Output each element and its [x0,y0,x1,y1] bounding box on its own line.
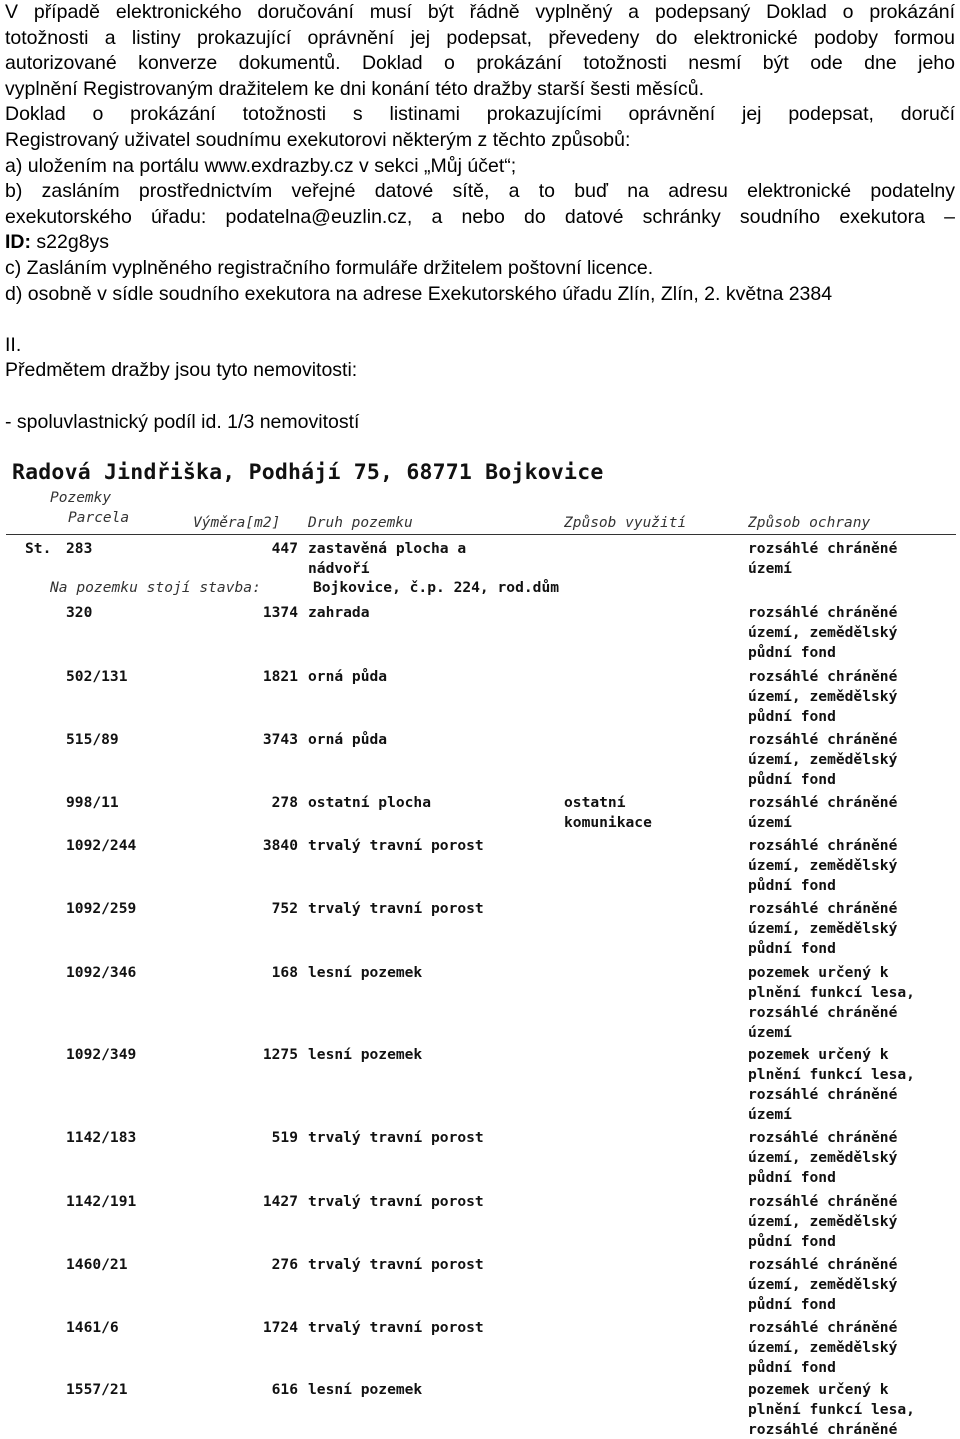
row-ochrana: rozsáhlé chráněné území, zemědělský půdní fond [748,900,898,957]
row-vymera: 1374 [262,604,298,621]
row-vymera: 1427 [262,1193,298,1210]
stavba-value: Bojkovice, č.p. 224, rod.dům [313,579,560,596]
row-parcela: 1142/183 [66,1129,137,1146]
row-ochrana: rozsáhlé chráněné území [748,540,898,577]
row-druh: trvalý travní porost [308,837,484,854]
row-druh: trvalý travní porost [308,1319,484,1336]
paragraph-line: Doklad o prokázání totožnosti s listinami prokazujícími oprávnění jej podepsat, doručí [5,103,955,126]
paragraph-line: Registrovaný uživatel soudnímu exekutorovi některým z těchto způsobů: [5,128,631,151]
row-ochrana: rozsáhlé chráněné území, zemědělský půdní fond [748,604,898,661]
stavba-label: Na pozemku stojí stavba: [50,579,261,596]
row-druh: ostatní plocha [308,794,432,811]
row-vymera: 447 [271,540,298,557]
row-druh: trvalý travní porost [308,900,484,917]
row-ochrana: rozsáhlé chráněné území, zemědělský půdní fond [748,1193,898,1250]
header-vyuziti: Způsob využití [564,515,687,531]
row-parcela: 1092/346 [66,964,137,981]
row-druh: trvalý travní porost [308,1256,484,1273]
owner-line: Radová Jindřiška, Podhájí 75, 68771 Bojkovice [12,460,604,485]
header-parcela: Parcela [68,510,130,526]
row-parcela: 1142/191 [66,1193,137,1210]
row-vymera: 1821 [262,668,298,685]
section-number: II. [5,333,22,356]
databox-id [5,230,955,256]
header-pozemky: Pozemky [50,490,112,506]
row-vymera: 1724 [262,1319,298,1336]
share-line: - spoluvlastnický podíl id. 1/3 nemovitostí [5,410,360,433]
cadastre-extract [0,455,960,1439]
row-ochrana: rozsáhlé chráněné území, zemědělský půdní fond [748,731,898,788]
row-druh: orná půda [308,731,388,748]
row-vymera: 276 [271,1256,298,1273]
row-parcela: 515/89 [66,731,119,748]
paragraph-line: autorizované konverze dokumentů. Doklad o prokázání totožnosti nesmí být ode dne jeho [5,52,955,75]
row-ochrana: pozemek určený k plnění funkcí lesa, rozsáhlé chráněné území [748,964,915,1041]
list-item-b-line: b) zasláním prostřednictvím veřejné datové sítě, a to buď na adresu elektronické podatelny [5,180,955,203]
row-druh: lesní pozemek [308,964,423,981]
document-text [5,0,955,435]
row-vymera: 1275 [262,1046,298,1063]
row-druh: trvalý travní porost [308,1129,484,1146]
row-ochrana: rozsáhlé chráněné území, zemědělský půdní fond [748,1129,898,1186]
row-druh: orná půda [308,668,388,685]
paragraph-line: V případě elektronického doručování musí být řádně vyplněný a podepsaný Doklad o prokázání [5,1,955,23]
row-vymera: 278 [271,794,298,811]
row-parcela: 1557/21 [66,1381,128,1398]
row-ochrana: rozsáhlé chráněné území [748,794,898,831]
header-rule [6,534,956,535]
row-ochrana: pozemek určený k plnění funkcí lesa, rozsáhlé chráněné území [748,1046,915,1123]
row-druh: lesní pozemek [308,1046,423,1063]
row-ochrana: pozemek určený k plnění funkcí lesa, rozsáhlé chráněné [748,1381,915,1438]
row-druh: trvalý travní porost [308,1193,484,1210]
row-parcela: 502/131 [66,668,128,685]
row-parcela: 998/11 [66,794,119,811]
list-item-c: c) Zasláním vyplněného registračního formuláře držitelem poštovní licence. [5,256,654,279]
row-ochrana: rozsáhlé chráněné území, zemědělský půdní fond [748,668,898,725]
row-vyuziti: ostatní komunikace [564,794,652,831]
row-druh: zahrada [308,604,370,621]
row-parcela: 320 [66,604,93,621]
row-druh: lesní pozemek [308,1381,423,1398]
row-parcela: 1461/6 [66,1319,119,1336]
paragraph-line: vyplnění Registrovaným dražitelem ke dni konání této dražby starší šesti měsíců. [5,77,705,100]
id-value: s22g8ys [31,231,110,254]
row-parcela: 1092/349 [66,1046,137,1063]
row-parcela: 1092/259 [66,900,137,917]
paragraph-line: totožnosti a listiny prokazující oprávnění jej podepsat, převedeny do elektronické podoby formou [5,26,955,49]
id-label: ID: [5,231,31,254]
section-heading: Předmětem dražby jsou tyto nemovitosti: [5,359,358,382]
row-vymera: 616 [271,1381,298,1398]
st-prefix: St. [25,540,52,557]
row-vymera: 752 [271,900,298,917]
list-item-a: a) uložením na portálu www.exdrazby.cz v sekci „Můj účet“; [5,154,517,177]
row-vymera: 519 [271,1129,298,1146]
header-vymera: Výměra[m2] [193,515,281,531]
list-item-d: d) osobně v sídle soudního exekutora na adrese Exekutorského úřadu Zlín, Zlín, 2. května 2384 [5,282,833,305]
row-parcela: 283 [66,540,93,557]
row-parcela: 1460/21 [66,1256,128,1273]
row-ochrana: rozsáhlé chráněné území, zemědělský půdní fond [748,1256,898,1313]
list-item-b-line: exekutorského úřadu: podatelna@euzlin.cz, a nebo do datové schránky soudního exekutora – [5,205,955,228]
header-druh: Druh pozemku [308,515,413,531]
row-vymera: 168 [271,964,298,981]
row-parcela: 1092/244 [66,837,137,854]
header-ochrana: Způsob ochrany [748,515,871,531]
row-vymera: 3743 [262,731,298,748]
row-ochrana: rozsáhlé chráněné území, zemědělský půdní fond [748,1319,898,1376]
row-druh: zastavěná plocha a nádvoří [308,540,467,577]
row-ochrana: rozsáhlé chráněné území, zemědělský půdní fond [748,837,898,894]
row-vymera: 3840 [262,837,298,854]
